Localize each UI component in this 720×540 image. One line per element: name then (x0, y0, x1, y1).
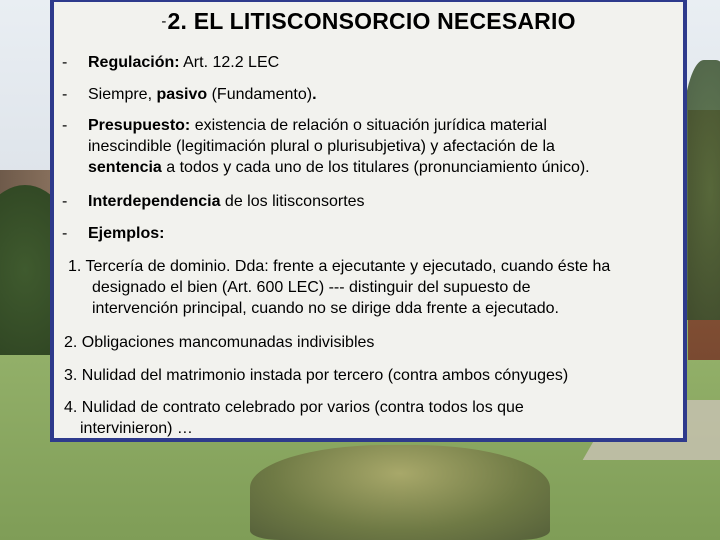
item-text: Art. 12.2 LEC (179, 54, 280, 71)
slide-title (54, 8, 683, 35)
example-item (64, 365, 684, 386)
bullet: - (62, 86, 68, 103)
shrub-bed (250, 445, 550, 540)
item-label: Interdependencia (88, 193, 221, 210)
example-item (64, 397, 684, 439)
bullet: - (62, 225, 68, 242)
item-line3-label: sentencia (88, 159, 162, 176)
title-prefix: - (161, 13, 167, 30)
slide-panel (50, 0, 687, 442)
example-line: intervinieron) … (80, 420, 193, 437)
item-text-line3: a todos y cada uno de los titulares (pronunciamiento único). (161, 159, 590, 176)
example-line: 3. Nulidad del matrimonio instada por tercero (contra ambos cónyuges) (64, 367, 569, 384)
item-label: Presupuesto: (88, 117, 191, 134)
example-line: intervención principal, cuando no se dirige dda frente a ejecutado. (92, 300, 559, 317)
example-item (68, 256, 688, 319)
item-label: Regulación: (88, 54, 180, 71)
title-text: 2. EL LITISCONSORCIO NECESARIO (167, 8, 576, 34)
item-text: de los litisconsortes (220, 193, 365, 210)
example-line: 1. Tercería de dominio. Dda: frente a ejecutante y ejecutado, cuando éste ha (68, 258, 611, 275)
example-line: designado el bien (Art. 600 LEC) --- distinguir del supuesto de (92, 279, 531, 296)
bullet: - (62, 117, 68, 134)
item-end: . (312, 86, 317, 103)
item-text: existencia de relación o situación jurídica material (190, 117, 547, 134)
item-text: (Fundamento) (207, 86, 313, 103)
example-line: 2. Obligaciones mancomunadas indivisibles (64, 334, 375, 351)
item-label: Ejemplos: (88, 225, 165, 242)
bullet: - (62, 54, 68, 71)
bullet: - (62, 193, 68, 210)
example-line: 4. Nulidad de contrato celebrado por varios (contra todos los que (64, 399, 524, 416)
item-pre: Siempre, (88, 86, 157, 103)
example-item (64, 332, 684, 353)
item-text-line2: inescindible (legitimación plural o plurisubjetiva) y afectación de la (88, 138, 555, 155)
item-label: pasivo (156, 86, 208, 103)
